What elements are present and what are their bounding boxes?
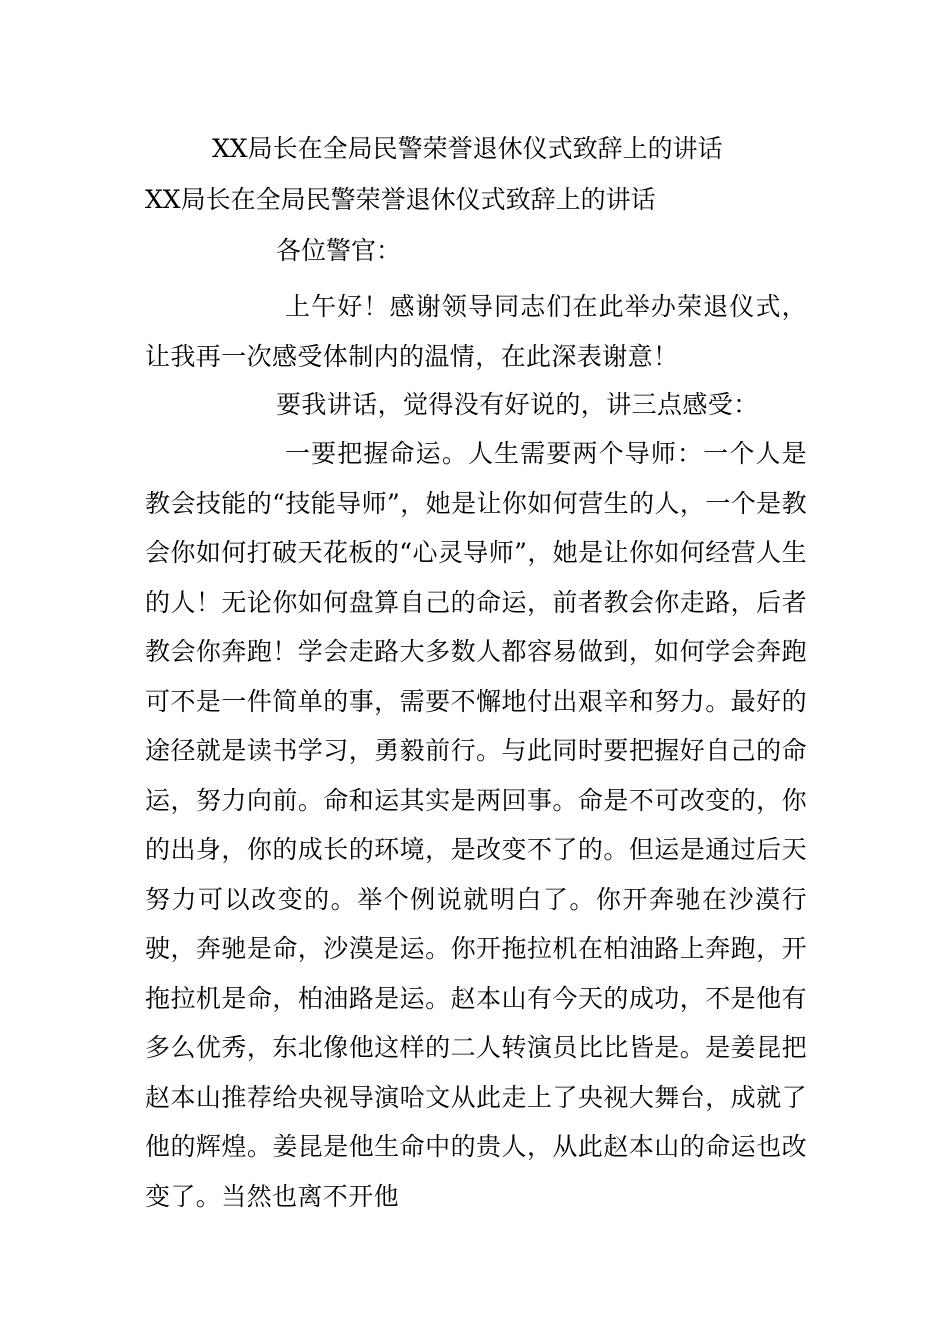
paragraph-point-one: 一要把握命运。人生需要两个导师：一个人是教会技能的“技能导师”，她是让你如何营生的人，一个是教会你如何打破天花板的“心灵导师”，她是让你如何经营人生的人！无论你如何盘算自己的命运，前者教会你走路，后者教会你奔跑！学会走路大多数人都容易做到，如何学会奔跑可不是一件简单的事，需要不懈地付出艰辛和努力。最好的途径就是读书学习，勇毅前行。与此同时要把握好自己的命运，努力向前。命和运其实是两回事。命是不可改变的，你的出身，你的成长的环境，是改变不了的。但运是通过后天努力可以改变的。举个例说就明白了。你开奔驰在沙漠行驶，奔驰是命，沙漠是运。你开拖拉机在柏油路上奔跑，开拖拉机是命，柏油路是运。赵本山有今天的成功，不是他有多么优秀，东北像他这样的二人转演员比比皆是。是姜昆把赵本山推荐给央视导演哈文从此走上了央视大舞台，成就了他的辉煌。姜昆是他生命中的贵人，从此赵本山的命运也改变了。当然也离不开他 (145, 439, 807, 1211)
document-title: XX局长在全局民警荣誉退休仪式致辞上的讲话 (145, 185, 656, 214)
paragraph-greeting: 上午好！感谢领导同志们在此举办荣退仪式，让我再一次感受体制内的温情，在此深表谢意！ (145, 292, 807, 371)
paragraph-intro: 要我讲话，觉得没有好说的，讲三点感受： (276, 390, 759, 419)
salutation: 各位警官： (276, 236, 402, 265)
document-title-centered: XX局长在全局民警荣誉退休仪式致辞上的讲话 (212, 134, 723, 163)
